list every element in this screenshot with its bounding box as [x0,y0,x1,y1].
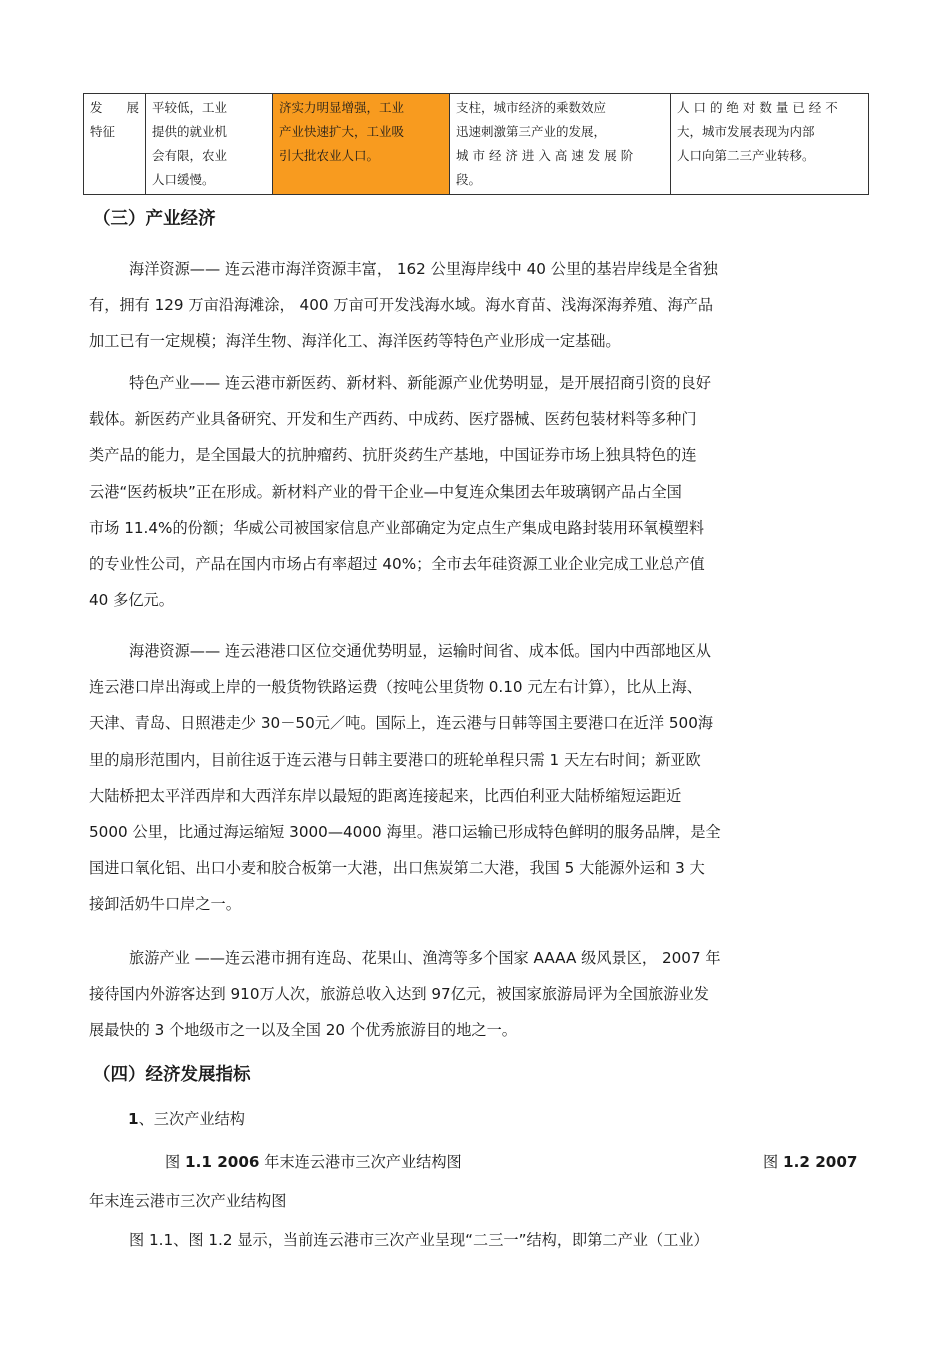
paragraph-line: 连云港口岸出海或上岸的一般货物铁路运费（按吨公里货物 0.10 元左右计算），比从上海、 [89,678,702,697]
subheading-number: 1 [128,1110,139,1128]
subheading-text: 、三次产业结构 [138,1110,245,1128]
paragraph-line: 载体。新医药产业具备研究、开发和生产西药、中成药、医疗器械、医药包装材料等多种门 [89,410,697,429]
paragraph-line: 天津、青岛、日照港走少 30－50元／吨。国际上，连云港与日韩等国主要港口在近洋 500海 [89,714,714,733]
table-cell-line: 济实力明显增强，工业 [279,100,405,115]
paragraph-line: 加工已有一定规模；海洋生物、海洋化工、海洋医药等特色产业形成一定基础。 [89,332,621,351]
table-cell-line: 大，城市发展表现为内部 [677,124,815,139]
paragraph-line: 有，拥有 129 万亩沿海滩涂， 400 万亩可开发浅海水域。海水育苗、浅海深海养殖、海产品 [89,296,714,315]
table-cell-line: 平较低，工业 [152,100,228,115]
table-cell-stage3 [450,94,671,195]
paragraph-line: 5000 公里，比通过海运缩短 3000—4000 海里。港口运输已形成特色鲜明的服务品牌，是全 [89,822,721,841]
paragraph-port-resources [89,633,860,923]
table-cell-line: 段。 [456,172,482,187]
caption-number: 1.2 2007 [783,1153,858,1171]
paragraph-line: 接待国内外游客达到 910万人次，旅游总收入达到 97亿元，被国家旅游局评为全国旅游业发 [89,985,709,1004]
paragraph-structure-summary: 图 1.1、图 1.2 显示，当前连云港市三次产业呈现“二三一”结构，即第二产业（工业） [129,1231,709,1249]
figure-caption-1-1 [165,1151,462,1172]
table-cell-line: 人 口 的 绝 对 数 量 已 经 不 [677,100,838,115]
table-cell-label [84,94,146,195]
paragraph-featured-industries [89,365,860,618]
caption-prefix: 图 [763,1153,784,1171]
development-stage-table [83,93,869,195]
paragraph-line: 类产品的能力，是全国最大的抗肿瘤药、抗肝炎药生产基地，中国证券市场上独具特色的连 [89,446,697,465]
paragraph-tourism [89,940,860,1049]
figure-caption-1-2-continued: 年末连云港市三次产业结构图 [89,1192,287,1210]
paragraph-line: 里的扇形范围内，目前往返于连云港与日韩主要港口的班轮单程只需 1 天左右时间；新亚欧 [89,750,701,769]
subheading-industry-structure [128,1108,245,1129]
section-heading-industry-economy: （三）产业经济 [93,209,216,229]
table-cell-line: 迅速刺激第三产业的发展， [456,124,607,139]
table-cell-line: 会有限，农业 [152,148,228,163]
table-row [84,94,869,195]
paragraph-line: 接卸活奶牛口岸之一。 [89,895,241,914]
figure-caption-1-2 [763,1151,857,1172]
paragraph-marine-resources [89,251,860,360]
caption-text: 年末连云港市三次产业结构图 [259,1153,462,1171]
paragraph-line: 海港资源—— 连云港港口区位交通优势明显，运输时间省、成本低。国内中西部地区从 [129,642,711,660]
table-cell-line: 产业快速扩大，工业吸 [279,124,405,139]
table-cell-line: 人口向第二三产业转移。 [677,148,815,163]
caption-number: 1.1 2006 [185,1153,260,1171]
paragraph-line: 海洋资源—— 连云港市海洋资源丰富， 162 公里海岸线中 40 公里的基岩岸线是全省独 [129,260,718,278]
table-cell-stage2-highlighted [273,94,450,195]
paragraph-line: 市场 11.4%的份额；华威公司被国家信息产业部确定为定点生产集成电路封装用环氧模塑料 [89,518,705,537]
table-cell-line: 引大批农业人口。 [279,148,380,163]
paragraph-line: 大陆桥把太平洋西岸和大西洋东岸以最短的距离连接起来，比西伯利亚大陆桥缩短运距近 [89,786,682,805]
paragraph-line: 云港“医药板块”正在形成。新材料产业的骨干企业—中复连众集团去年玻璃钢产品占全国 [89,482,682,501]
table-cell-line: 发 展 [90,100,139,115]
table-cell-line: 特征 [90,124,116,139]
table-cell-stage1 [146,94,273,195]
table-cell-line: 提供的就业机 [152,124,228,139]
paragraph-line: 特色产业—— 连云港市新医药、新材料、新能源产业优势明显，是开展招商引资的良好 [129,374,711,392]
table-cell-stage4 [671,94,869,195]
table-cell-line: 人口缓慢。 [152,172,215,187]
paragraph-line: 展最快的 3 个地级市之一以及全国 20 个优秀旅游目的地之一。 [89,1021,517,1040]
section-heading-economic-indicators: （四）经济发展指标 [93,1065,251,1085]
paragraph-line: 的专业性公司，产品在国内市场占有率超过 40%；全市去年硅资源工业企业完成工业总产值 [89,554,705,573]
paragraph-line: 40 多亿元。 [89,591,174,610]
table-cell-line: 城 市 经 济 进 入 高 速 发 展 阶 [456,148,634,163]
paragraph-line: 国进口氧化铝、出口小麦和胶合板第一大港，出口焦炭第二大港，我国 5 大能源外运和 3 大 [89,859,705,878]
table-cell-line: 支柱，城市经济的乘数效应 [456,100,607,115]
caption-prefix: 图 [165,1153,186,1171]
paragraph-line: 旅游产业 ——连云港市拥有连岛、花果山、渔湾等多个国家 AAAA 级风景区， 2007 年 [129,949,721,967]
